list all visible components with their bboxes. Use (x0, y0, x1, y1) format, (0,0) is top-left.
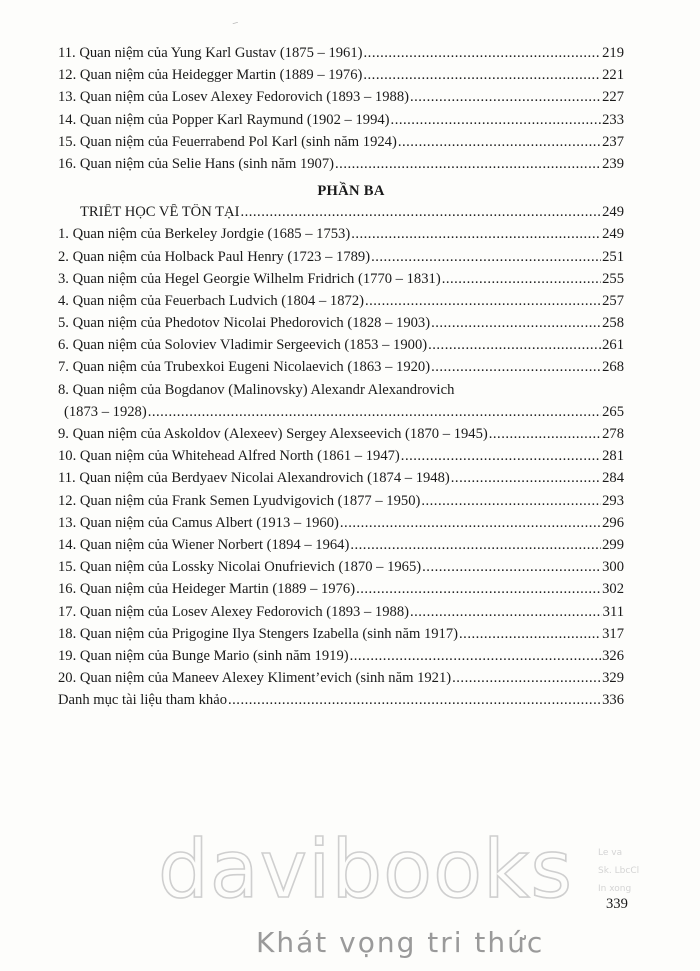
entry-page: 281 (602, 448, 624, 465)
toc-entry (58, 559, 624, 581)
toc-entry (58, 293, 624, 315)
toc-entry (58, 359, 624, 381)
leader-dots (428, 337, 601, 354)
leader-dots (410, 89, 601, 106)
leader-dots (431, 315, 601, 332)
entry-title: 10. Quan niệm của Whitehead Alfred North (1861 – 1947) (58, 448, 400, 465)
entry-page: 239 (602, 155, 624, 172)
toc-entry (58, 493, 624, 515)
table-of-contents (58, 45, 624, 714)
leader-dots (489, 426, 601, 443)
entry-page: 249 (602, 226, 624, 243)
leader-dots (335, 156, 601, 173)
toc-entry (58, 89, 624, 111)
leader-dots (442, 271, 601, 288)
toc-entry (58, 67, 624, 89)
toc-entry (58, 470, 624, 492)
top-mark: _ (230, 13, 239, 26)
entry-title-continued: (1873 – 1928) (64, 403, 147, 420)
leader-dots (422, 559, 601, 576)
faint-scan-mark: Le va (598, 848, 623, 858)
faint-scan-mark: Sk. LbcCl (598, 866, 640, 876)
toc-entry (58, 426, 624, 448)
leader-dots (401, 448, 601, 465)
entry-title: 12. Quan niệm của Heidegger Martin (1889 – 1976) (58, 67, 363, 84)
leader-dots (365, 293, 601, 310)
entry-page: 329 (602, 670, 624, 687)
toc-entry (58, 648, 624, 670)
entry-title: 13. Quan niệm của Losev Alexey Fedorovich (1893 – 1988) (58, 89, 409, 106)
toc-entry (58, 156, 624, 178)
entry-title: 1. Quan niệm của Berkeley Jordgie (1685 – 1753) (58, 226, 351, 243)
entry-page: 265 (602, 403, 624, 420)
entry-page: 326 (602, 647, 624, 664)
entry-title: 15. Quan niệm của Feuerrabend Pol Karl (sinh năm 1924) (58, 133, 397, 150)
toc-list-rest (58, 426, 624, 692)
entry-page: 284 (602, 470, 624, 487)
entry-page: 311 (602, 603, 624, 620)
entry-page: 317 (602, 625, 624, 642)
leader-dots (421, 493, 601, 510)
leader-dots (240, 204, 601, 221)
faint-scan-mark: In xong (598, 884, 632, 894)
entry-page: 278 (602, 426, 624, 442)
entry-title: 6. Quan niệm của Soloviev Vladimir Sergeevich (1853 – 1900) (58, 337, 428, 354)
leader-dots (391, 112, 602, 129)
entry-page: 219 (602, 45, 624, 61)
watermark-tagline: Khát vọng tri thức (256, 926, 545, 959)
references-entry (58, 692, 624, 714)
entry-title: 18. Quan niệm của Prigogine Ilya Stengers Izabella (sinh năm 1917) (58, 625, 459, 642)
leader-dots (398, 134, 601, 151)
watermark-logo: davibooks (158, 823, 574, 916)
part-title-entry (58, 204, 624, 226)
part-heading: PHẦN BA (317, 183, 385, 200)
entry-title: 4. Quan niệm của Feuerbach Ludvich (1804 – 1872) (58, 292, 364, 309)
leader-dots (364, 45, 602, 62)
toc-list-before (58, 45, 624, 178)
entry-title: 9. Quan niệm của Askoldov (Alexeev) Sergey Alexseevich (1870 – 1945) (58, 426, 488, 442)
toc-entry (58, 670, 624, 692)
leader-dots (148, 404, 601, 421)
toc-entry (58, 581, 624, 603)
entry-page: 336 (602, 692, 624, 709)
toc-entry (58, 448, 624, 470)
toc-entry (58, 626, 624, 648)
toc-entry (58, 134, 624, 156)
leader-dots (351, 226, 601, 243)
leader-dots (451, 470, 601, 487)
entry-title: TRIẾT HỌC VỀ TỒN TẠI (80, 204, 240, 221)
toc-entry (58, 604, 624, 626)
entry-title: 7. Quan niệm của Trubexkoi Eugeni Nicolaevich (1863 – 1920) (58, 359, 431, 376)
toc-entry-8-line1 (58, 382, 624, 404)
leader-dots (340, 515, 601, 532)
entry-title: 3. Quan niệm của Hegel Georgie Wilhelm Fridrich (1770 – 1831) (58, 270, 441, 287)
toc-entry (58, 249, 624, 271)
leader-dots (356, 581, 601, 598)
entry-title: 11. Quan niệm của Yung Karl Gustav (1875 – 1961) (58, 45, 363, 61)
entry-page: 268 (602, 359, 624, 376)
entry-page: 261 (602, 337, 624, 354)
entry-page: 302 (602, 581, 624, 598)
entry-title: Danh mục tài liệu tham khảo (58, 692, 227, 709)
toc-entry-8-line2 (58, 404, 624, 426)
leader-dots (363, 67, 601, 84)
entry-title: 16. Quan niệm của Heideger Martin (1889 – 1976) (58, 581, 356, 598)
entry-title: 17. Quan niệm của Losev Alexey Fedorovich (1893 – 1988) (58, 603, 409, 620)
leader-dots (371, 249, 601, 266)
entry-title: 5. Quan niệm của Phedotov Nicolai Phedorovich (1828 – 1903) (58, 315, 431, 332)
entry-title: 15. Quan niệm của Lossky Nicolai Onufrievich (1870 – 1965) (58, 559, 422, 576)
entry-page: 233 (602, 111, 624, 128)
entry-page: 296 (602, 514, 624, 531)
leader-dots (228, 692, 601, 709)
entry-page: 257 (602, 292, 624, 309)
leader-dots (410, 604, 602, 621)
entry-page: 255 (602, 270, 624, 287)
entry-title: 2. Quan niệm của Holback Paul Henry (1723 – 1789) (58, 248, 371, 265)
toc-entry (58, 226, 624, 248)
entry-page: 293 (602, 492, 624, 509)
entry-title: 14. Quan niệm của Wiener Norbert (1894 – 1964) (58, 536, 350, 553)
entry-title: 16. Quan niệm của Selie Hans (sinh năm 1907) (58, 155, 335, 172)
leader-dots (350, 648, 602, 665)
entry-title: 11. Quan niệm của Berdyaev Nicolai Alexandrovich (1874 – 1948) (58, 470, 450, 487)
page-number: 339 (606, 896, 628, 912)
entry-page: 227 (602, 89, 624, 106)
entry-title: 14. Quan niệm của Popper Karl Raymund (1902 – 1994) (58, 111, 390, 128)
entry-page: 299 (602, 536, 624, 553)
entry-page: 237 (602, 133, 624, 150)
toc-entry (58, 337, 624, 359)
leader-dots (452, 670, 601, 687)
toc-entry (58, 271, 624, 293)
entry-title: 20. Quan niệm của Maneev Alexey Kliment’evich (sinh năm 1921) (58, 670, 452, 687)
entry-page: 300 (602, 559, 624, 576)
entry-title: 13. Quan niệm của Camus Albert (1913 – 1960) (58, 514, 339, 531)
entry-page: 251 (602, 248, 624, 265)
entry-title: 19. Quan niệm của Bunge Mario (sinh năm 1919) (58, 647, 349, 664)
toc-entry (58, 515, 624, 537)
toc-list-part (58, 226, 624, 381)
leader-dots (459, 626, 601, 643)
leader-dots (350, 537, 601, 554)
entry-page: 249 (602, 204, 624, 221)
toc-entry (58, 537, 624, 559)
entry-page: 221 (602, 67, 624, 84)
entry-title: 8. Quan niệm của Bogdanov (Malinovsky) Alexandr Alexandrovich (58, 381, 455, 398)
entry-title: 12. Quan niệm của Frank Semen Lyudvigovich (1877 – 1950) (58, 492, 421, 509)
leader-dots (431, 359, 601, 376)
toc-entry (58, 45, 624, 67)
toc-entry (58, 315, 624, 337)
entry-page: 258 (602, 315, 624, 332)
toc-entry (58, 112, 624, 134)
